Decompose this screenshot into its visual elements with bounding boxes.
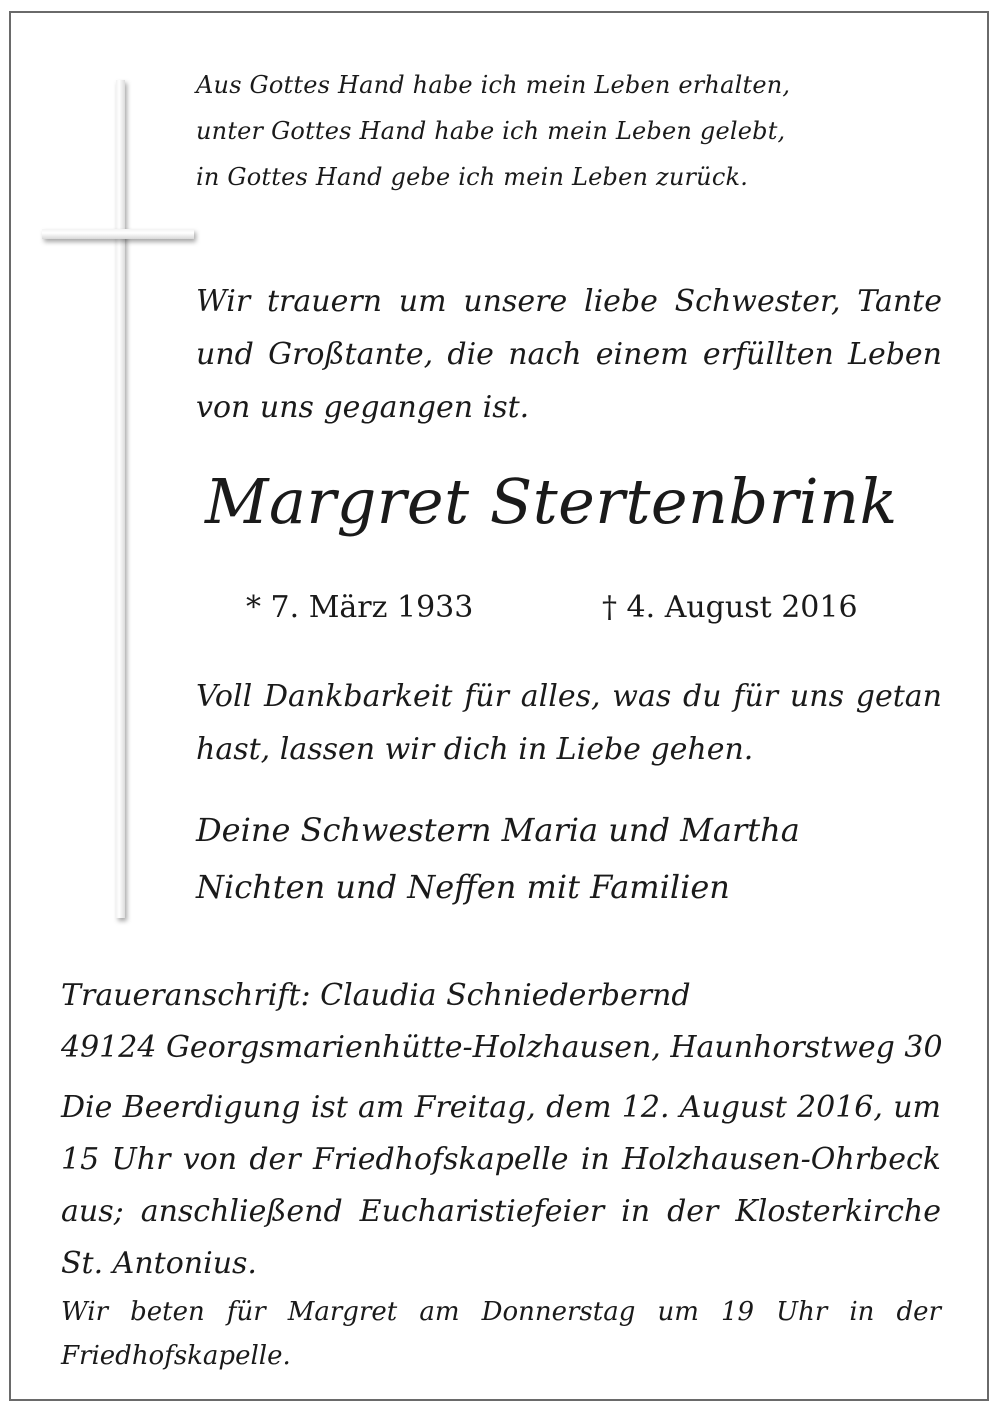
mourning-line: Wir trauern um unsere liebe Schwester, Tante: [196, 284, 942, 319]
cross-horizontal-beam: [42, 229, 194, 239]
life-dates: [246, 586, 946, 630]
mourning-address: [61, 970, 951, 1074]
deceased-name: Margret Stertenbrink: [205, 465, 898, 538]
thanks-line: hast, lassen wir dich in Liebe gehen.: [196, 732, 754, 767]
verse-line: unter Gottes Hand habe ich mein Leben gelebt,: [196, 117, 786, 145]
funeral-line: 15 Uhr von der Friedhofskapelle in Holzhausen-Ohrbeck: [61, 1142, 941, 1177]
family-signature: [196, 802, 942, 916]
funeral-info: [61, 1082, 941, 1290]
address-line: Traueranschrift: Claudia Schniederbernd: [61, 978, 691, 1013]
prayer-line: Wir beten für Margret am Donnerstag um 19 Uhr in der: [61, 1297, 941, 1327]
mourning-line: und Großtante, die nach einem erfüllten Leben: [196, 337, 942, 372]
verse-line: in Gottes Hand gebe ich mein Leben zurück.: [196, 163, 749, 191]
family-line: Deine Schwestern Maria und Martha: [196, 811, 800, 849]
prayer-line: Friedhofskapelle.: [61, 1341, 291, 1371]
bible-verse: [196, 62, 956, 200]
family-line: Nichten und Neffen mit Familien: [196, 868, 730, 906]
address-line: 49124 Georgsmarienhütte-Holzhausen, Haunhorstweg 30: [61, 1030, 943, 1065]
funeral-line: St. Antonius.: [61, 1246, 257, 1281]
death-date: † 4. August 2016: [602, 590, 858, 625]
mourning-text: [196, 275, 942, 434]
verse-line: Aus Gottes Hand habe ich mein Leben erhalten,: [196, 71, 791, 99]
mourning-line: von uns gegangen ist.: [196, 390, 530, 425]
thanks-text: [196, 670, 942, 776]
prayer-info: [61, 1290, 941, 1378]
funeral-line: aus; anschließend Eucharistiefeier in der Klosterkirche: [61, 1194, 941, 1229]
funeral-line: Die Beerdigung ist am Freitag, dem 12. August 2016, um: [61, 1090, 941, 1125]
birth-date: * 7. März 1933: [246, 590, 474, 625]
thanks-line: Voll Dankbarkeit für alles, was du für uns getan: [196, 679, 942, 714]
cross-vertical-beam: [116, 80, 125, 918]
